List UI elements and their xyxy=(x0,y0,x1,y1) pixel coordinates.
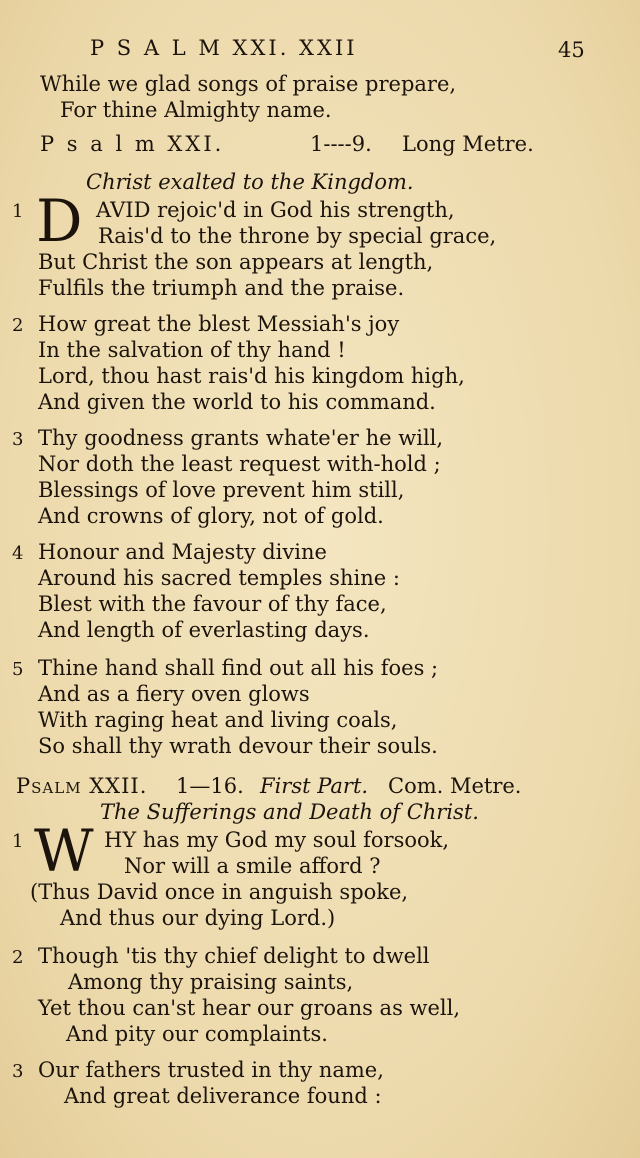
text-line: In the salvation of thy hand ! xyxy=(38,338,346,362)
stanza-number: 2 xyxy=(12,315,24,336)
text-line: HY has my God my soul forsook, xyxy=(104,828,450,852)
text-line: So shall thy wrath devour their souls. xyxy=(38,734,438,758)
stanza-number: 1 xyxy=(12,201,24,222)
text-line: And length of everlasting days. xyxy=(38,618,370,642)
text-line: And great deliverance found : xyxy=(64,1084,382,1108)
psalm-range: 1—16. xyxy=(176,774,244,798)
psalm-range: 1----9. xyxy=(310,132,372,156)
running-title: P S A L M XXI. XXII xyxy=(90,36,358,60)
text-line: Thy goodness grants whate'er he will, xyxy=(38,426,444,450)
text-line: Thine hand shall find out all his foes ; xyxy=(38,656,439,680)
psalm-heading: Psalm XXII. xyxy=(16,774,148,798)
text-line: Nor doth the least request with-hold ; xyxy=(38,452,441,476)
text-line: And thus our dying Lord.) xyxy=(60,906,336,930)
stanza-number: 4 xyxy=(12,543,24,564)
page-number: 45 xyxy=(558,38,585,62)
text-line: Rais'd to the throne by special grace, xyxy=(98,224,497,248)
text-line: Though 'tis thy chief delight to dwell xyxy=(38,944,430,968)
text-line: Among thy praising saints, xyxy=(68,970,354,994)
text-line: Lord, thou hast rais'd his kingdom high, xyxy=(38,364,465,388)
text-line: Blest with the favour of thy face, xyxy=(38,592,387,616)
text-line: And given the world to his command. xyxy=(38,390,436,414)
text-line: With raging heat and living coals, xyxy=(38,708,398,732)
text-line: Honour and Majesty divine xyxy=(38,540,327,564)
text-line: And crowns of glory, not of gold. xyxy=(38,504,384,528)
text-line: Fulfils the triumph and the praise. xyxy=(38,276,405,300)
stanza-number: 1 xyxy=(12,831,24,852)
stanza-number: 3 xyxy=(12,429,24,450)
drop-cap: W xyxy=(34,817,94,885)
text-line: While we glad songs of praise prepare, xyxy=(40,72,457,96)
text-line: But Christ the son appears at length, xyxy=(38,250,434,274)
psalm-heading: P s a l m XXI. xyxy=(40,132,225,156)
psalm-part: First Part. xyxy=(260,774,369,798)
text-line: For thine Almighty name. xyxy=(60,98,332,122)
text-line: And as a fiery oven glows xyxy=(38,682,310,706)
text-line: Yet thou can'st hear our groans as well, xyxy=(38,996,461,1020)
text-line: Around his sacred temples shine : xyxy=(38,566,400,590)
text-line: Nor will a smile afford ? xyxy=(124,854,381,878)
text-line: And pity our complaints. xyxy=(66,1022,328,1046)
drop-cap: D xyxy=(36,187,83,255)
text-line: Blessings of love prevent him still, xyxy=(38,478,405,502)
stanza-number: 2 xyxy=(12,947,24,968)
psalm-subtitle: Christ exalted to the Kingdom. xyxy=(86,170,414,194)
text-line: (Thus David once in anguish spoke, xyxy=(30,880,409,904)
psalm-metre: Long Metre. xyxy=(402,132,534,156)
stanza-number: 3 xyxy=(12,1061,24,1082)
stanza-number: 5 xyxy=(12,659,24,680)
text-line: Our fathers trusted in thy name, xyxy=(38,1058,384,1082)
text-line: How great the blest Messiah's joy xyxy=(38,312,400,336)
psalm-metre: Com. Metre. xyxy=(388,774,522,798)
text-line: AVID rejoic'd in God his strength, xyxy=(96,198,455,222)
psalm-subtitle: The Sufferings and Death of Christ. xyxy=(100,800,479,824)
